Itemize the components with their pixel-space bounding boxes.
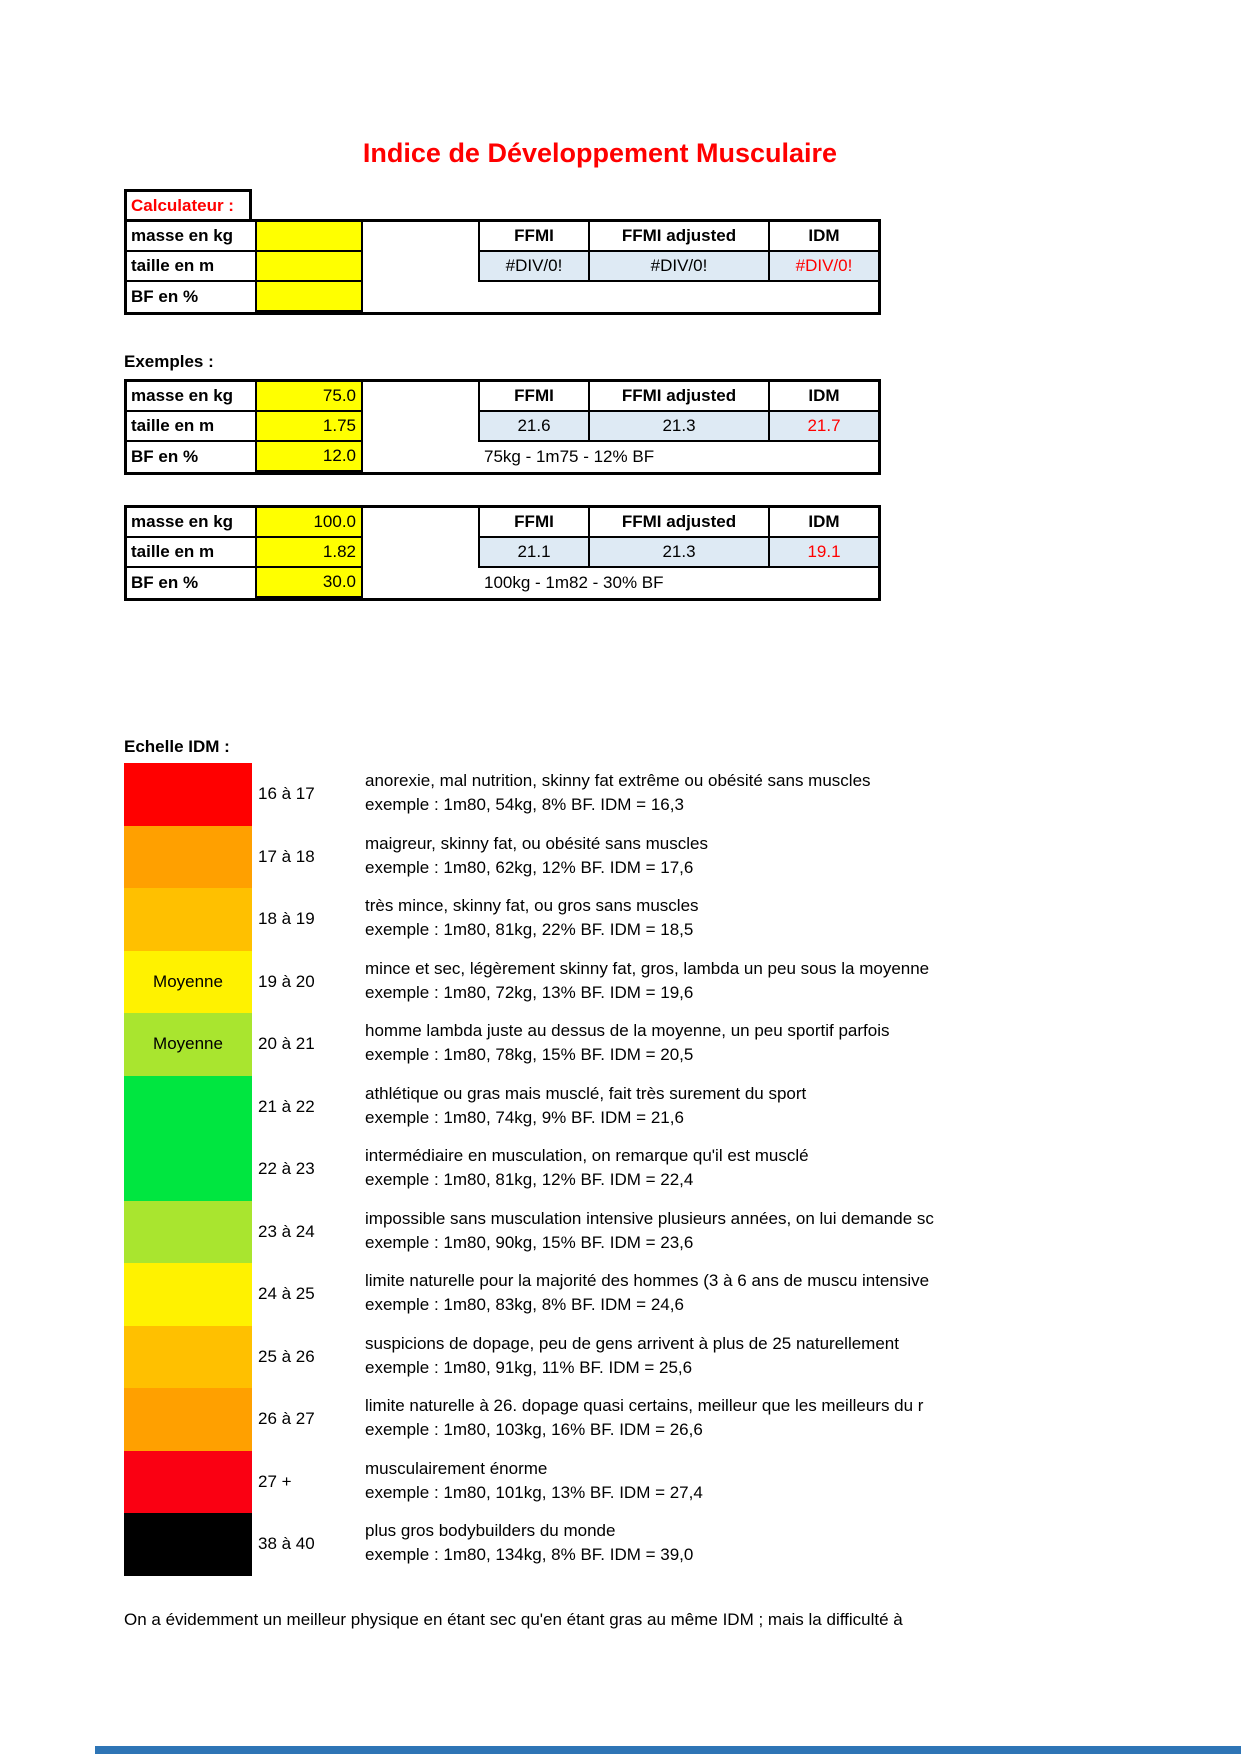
page-title: Indice de Développement Musculaire — [362, 138, 838, 168]
scale-text — [365, 826, 1104, 889]
scale-row — [124, 1138, 1104, 1201]
scale-description: plus gros bodybuilders du monde — [365, 1521, 616, 1540]
scale-range: 21 à 22 — [258, 1096, 315, 1116]
scale-text — [365, 1388, 1104, 1451]
scale-description: athlétique ou gras mais musclé, fait très surement du sport — [365, 1083, 807, 1103]
scale-description: mince et sec, légèrement skinny fat, gros, lambda un peu sous la moyenne — [365, 958, 930, 978]
scale-heading: Echelle IDM : — [124, 737, 230, 756]
scale-description: limite naturelle pour la majorité des hommes (3 à 6 ans de muscu intensive — [365, 1271, 930, 1290]
scale-example: exemple : 1m80, 54kg, 8% BF. IDM = 16,3 — [365, 795, 684, 814]
scale-text — [365, 1076, 1104, 1139]
scale-example: exemple : 1m80, 90kg, 15% BF. IDM = 23,6 — [365, 1232, 694, 1252]
scale-text — [365, 1263, 1104, 1326]
row-label-taille: taille en m — [127, 252, 255, 282]
result-header-ffmi-adjusted: FFMI adjusted — [588, 382, 768, 412]
scale-swatch — [124, 1326, 252, 1389]
result-header-ffmi: FFMI — [478, 508, 588, 538]
scale-range: 26 à 27 — [258, 1409, 315, 1429]
calculator-table — [124, 219, 881, 315]
scale-description: maigreur, skinny fat, ou obésité sans muscles — [365, 833, 708, 853]
scale-range: 22 à 23 — [258, 1159, 315, 1179]
result-header-idm: IDM — [768, 382, 878, 412]
result-header-ffmi: FFMI — [478, 222, 588, 252]
scale-example: exemple : 1m80, 134kg, 8% BF. IDM = 39,0 — [365, 1545, 694, 1564]
scale-range: 38 à 40 — [258, 1534, 315, 1554]
scale-example: exemple : 1m80, 62kg, 12% BF. IDM = 17,6 — [365, 857, 694, 877]
scale-swatch: Moyenne — [124, 951, 252, 1014]
bottom-bar — [95, 1746, 1241, 1754]
scale-swatch — [124, 826, 252, 889]
input-cell-bf[interactable]: 30.0 — [255, 568, 363, 598]
scale-description: très mince, skinny fat, ou gros sans muscles — [365, 896, 699, 915]
scale-swatch — [124, 1138, 252, 1201]
scale-range: 20 à 21 — [258, 1034, 315, 1054]
result-value-ffmi-adjusted: 21.3 — [588, 538, 768, 568]
row-label-bf: BF en % — [131, 573, 199, 592]
scale-text — [365, 763, 1104, 826]
scale-description: impossible sans musculation intensive plusieurs années, on lui demande sc — [365, 1208, 934, 1228]
scale-range: 27 + — [258, 1471, 292, 1491]
row-label-masse: masse en kg — [127, 222, 255, 252]
scale-swatch — [124, 1388, 252, 1451]
scale-row — [124, 888, 1104, 951]
scale-example: exemple : 1m80, 81kg, 12% BF. IDM = 22,4 — [365, 1170, 694, 1189]
scale-swatch — [124, 763, 252, 826]
input-cell-taille[interactable]: 1.82 — [255, 538, 363, 568]
scale-description: anorexie, mal nutrition, skinny fat extrême ou obésité sans muscles — [365, 771, 871, 790]
scale-row — [124, 1013, 1104, 1076]
result-header-idm: IDM — [768, 508, 878, 538]
row-label-taille: taille en m — [127, 412, 255, 442]
scale-description: suspicions de dopage, peu de gens arrivent à plus de 25 naturellement — [365, 1333, 899, 1353]
scale-range: 19 à 20 — [258, 971, 315, 991]
result-header-idm: IDM — [768, 222, 878, 252]
scale-swatch — [124, 1451, 252, 1514]
input-cell-masse[interactable]: 100.0 — [255, 508, 363, 538]
input-cell-bf[interactable] — [255, 282, 363, 312]
scale-swatch — [124, 1513, 252, 1576]
example-table-1 — [124, 379, 881, 475]
scale-row — [124, 1388, 1104, 1451]
scale-range: 25 à 26 — [258, 1346, 315, 1366]
result-header-ffmi-adjusted: FFMI adjusted — [588, 222, 768, 252]
scale-row — [124, 1451, 1104, 1514]
row-label-taille: taille en m — [127, 538, 255, 568]
scale-example: exemple : 1m80, 103kg, 16% BF. IDM = 26,6 — [365, 1420, 703, 1439]
scale-description: intermédiaire en musculation, on remarque qu'il est musclé — [365, 1146, 809, 1165]
result-value-idm: 21.7 — [768, 412, 878, 442]
scale-range: 18 à 19 — [258, 909, 315, 929]
input-cell-masse[interactable] — [255, 222, 363, 252]
scale-example: exemple : 1m80, 81kg, 22% BF. IDM = 18,5 — [365, 920, 694, 939]
scale-example: exemple : 1m80, 91kg, 11% BF. IDM = 25,6 — [365, 1357, 693, 1377]
examples-heading: Exemples : — [124, 352, 214, 371]
result-header-ffmi-adjusted: FFMI adjusted — [588, 508, 768, 538]
scale-row — [124, 951, 1104, 1014]
scale-text — [365, 1201, 1104, 1264]
scale-text — [365, 1013, 1104, 1076]
result-value-ffmi: 21.1 — [478, 538, 588, 568]
scale-swatch — [124, 888, 252, 951]
row-label-masse: masse en kg — [127, 508, 255, 538]
example-caption: 75kg - 1m75 - 12% BF — [484, 447, 655, 466]
result-header-ffmi: FFMI — [478, 382, 588, 412]
scale-text — [365, 1451, 1104, 1514]
scale-text — [365, 951, 1104, 1014]
scale-example: exemple : 1m80, 78kg, 15% BF. IDM = 20,5 — [365, 1045, 694, 1064]
scale-row — [124, 826, 1104, 889]
row-label-masse: masse en kg — [127, 382, 255, 412]
scale-row — [124, 1326, 1104, 1389]
result-value-ffmi: 21.6 — [478, 412, 588, 442]
footnote: On a évidemment un meilleur physique en étant sec qu'en étant gras au même IDM ; mais la difficulté à — [124, 1610, 903, 1629]
idm-scale — [124, 763, 1104, 1576]
result-value-ffmi-adjusted: 21.3 — [588, 412, 768, 442]
scale-range: 23 à 24 — [258, 1221, 315, 1241]
result-value-ffmi-adjusted: #DIV/0! — [588, 252, 768, 282]
scale-description: homme lambda juste au dessus de la moyenne, un peu sportif parfois — [365, 1021, 890, 1040]
input-cell-taille[interactable] — [255, 252, 363, 282]
row-label-bf: BF en % — [131, 447, 199, 466]
scale-range: 17 à 18 — [258, 846, 315, 866]
scale-range: 24 à 25 — [258, 1284, 315, 1304]
scale-swatch: Moyenne — [124, 1013, 252, 1076]
scale-description: musculairement énorme — [365, 1458, 548, 1478]
scale-text — [365, 1513, 1104, 1576]
row-label-bf: BF en % — [131, 287, 199, 306]
result-value-ffmi: #DIV/0! — [478, 252, 588, 282]
scale-row — [124, 1201, 1104, 1264]
scale-example: exemple : 1m80, 72kg, 13% BF. IDM = 19,6 — [365, 982, 694, 1002]
scale-row — [124, 1076, 1104, 1139]
scale-example: exemple : 1m80, 74kg, 9% BF. IDM = 21,6 — [365, 1107, 684, 1127]
input-cell-taille[interactable]: 1.75 — [255, 412, 363, 442]
scale-text — [365, 1326, 1104, 1389]
scale-row — [124, 763, 1104, 826]
scale-description: limite naturelle à 26. dopage quasi certains, meilleur que les meilleurs du r — [365, 1396, 924, 1415]
scale-range: 16 à 17 — [258, 784, 315, 804]
input-cell-masse[interactable]: 75.0 — [255, 382, 363, 412]
result-value-idm: #DIV/0! — [768, 252, 878, 282]
example-caption: 100kg - 1m82 - 30% BF — [484, 573, 664, 592]
calculator-heading: Calculateur : — [124, 189, 252, 222]
result-value-idm: 19.1 — [768, 538, 878, 568]
example-table-2 — [124, 505, 881, 601]
scale-text — [365, 888, 1104, 951]
scale-example: exemple : 1m80, 83kg, 8% BF. IDM = 24,6 — [365, 1295, 684, 1314]
input-cell-bf[interactable]: 12.0 — [255, 442, 363, 472]
scale-text — [365, 1138, 1104, 1201]
scale-swatch — [124, 1076, 252, 1139]
scale-row — [124, 1263, 1104, 1326]
scale-example: exemple : 1m80, 101kg, 13% BF. IDM = 27,4 — [365, 1482, 703, 1502]
scale-swatch — [124, 1201, 252, 1264]
scale-row — [124, 1513, 1104, 1576]
scale-swatch — [124, 1263, 252, 1326]
